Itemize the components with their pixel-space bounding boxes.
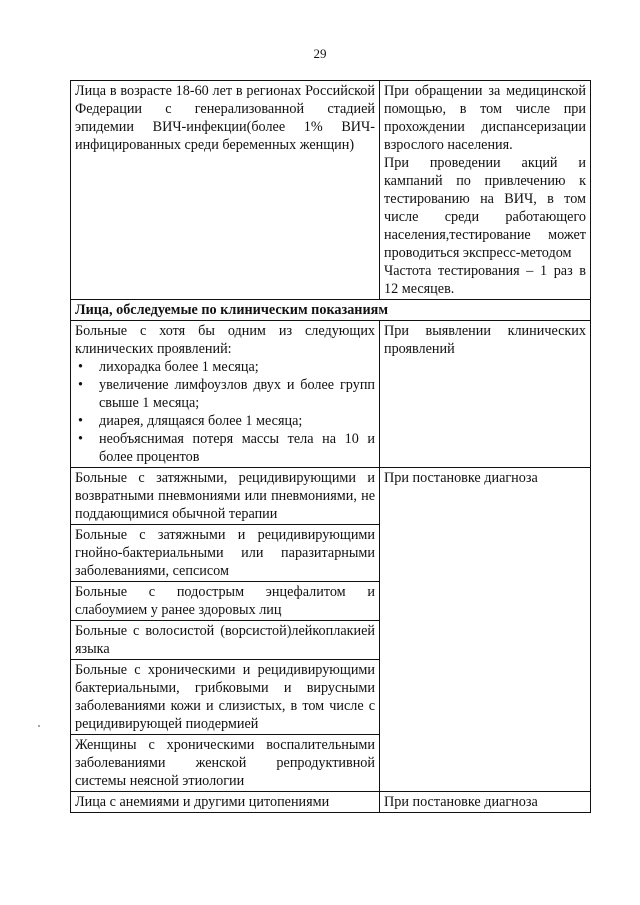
table-row [71, 792, 591, 813]
diagnosis-condition-cell: При постановке диагноза [380, 468, 591, 792]
page-number: 29 [313, 46, 327, 61]
anemia-cell: Лица с анемиями и другими цитопениями [71, 792, 380, 813]
testing-condition-1: При обращении за медицинской помощью, в том числе при прохождении диспансеризации взрослого населения. [384, 83, 586, 153]
diagnosis-item: Больные с хроническими и рецидивирующими бактериальными, грибковыми и вирусными заболеваниями кожи и слизистых, в том числе с рецидивирующей пиодермией [71, 660, 380, 735]
diagnosis-item: Больные с затяжными и рецидивирующими гнойно-бактериальными или паразитарными заболеваниями, сепсисом [71, 525, 380, 582]
diagnosis-item: Женщины с хроническими воспалительными заболеваниями женской репродуктивной системы неясной этиологии [71, 735, 380, 792]
testing-conditions-cell [380, 81, 591, 300]
section-header-row [71, 300, 591, 321]
clinical-manifestations-cell [71, 321, 380, 468]
table-row [71, 468, 591, 525]
population-cell: Лица в возрасте 18-60 лет в регионах Российской Федерации с генерализованной стадией эпидемии ВИЧ-инфекции(более 1% ВИЧ-инфицированных среди беременных женщин) [71, 81, 380, 300]
testing-frequency: Частота тестирования – 1 раз в 12 месяцев. [384, 263, 586, 297]
diagnosis-item: Больные с затяжными, рецидивирующими и возвратными пневмониями или пневмониями, не поддающимися обычной терапии [71, 468, 380, 525]
symptom-item: • лихорадка более 1 месяца; [75, 358, 375, 376]
section-header: Лица, обследуемые по клиническим показаниям [71, 300, 591, 321]
diagnosis-item: Больные с подострым энцефалитом и слабоумием у ранее здоровых лиц [71, 582, 380, 621]
scan-speck [38, 725, 40, 727]
anemia-condition-cell: При постановке диагноза [380, 792, 591, 813]
testing-condition-2: При проведении акций и кампаний по привлечению к тестированию на ВИЧ, в том числе среди работающего населения,тестирование может проводиться экспресс-методом [384, 155, 586, 261]
table-row [71, 321, 591, 468]
diagnosis-item: Больные с волосистой (ворсистой)лейкоплакией языка [71, 621, 380, 660]
symptom-item: • диарея, длящаяся более 1 месяца; [75, 412, 375, 430]
symptom-item: • увеличение лимфоузлов двух и более групп свыше 1 месяца; [75, 376, 375, 412]
symptom-item: • необъяснимая потеря массы тела на 10 и более процентов [75, 430, 375, 466]
clinical-intro: Больные с хотя бы одним из следующих клинических проявлений: [75, 323, 375, 357]
symptom-list [75, 358, 375, 466]
document-table [70, 80, 591, 813]
clinical-condition-cell: При выявлении клинических проявлений [380, 321, 591, 468]
table-row [71, 81, 591, 300]
